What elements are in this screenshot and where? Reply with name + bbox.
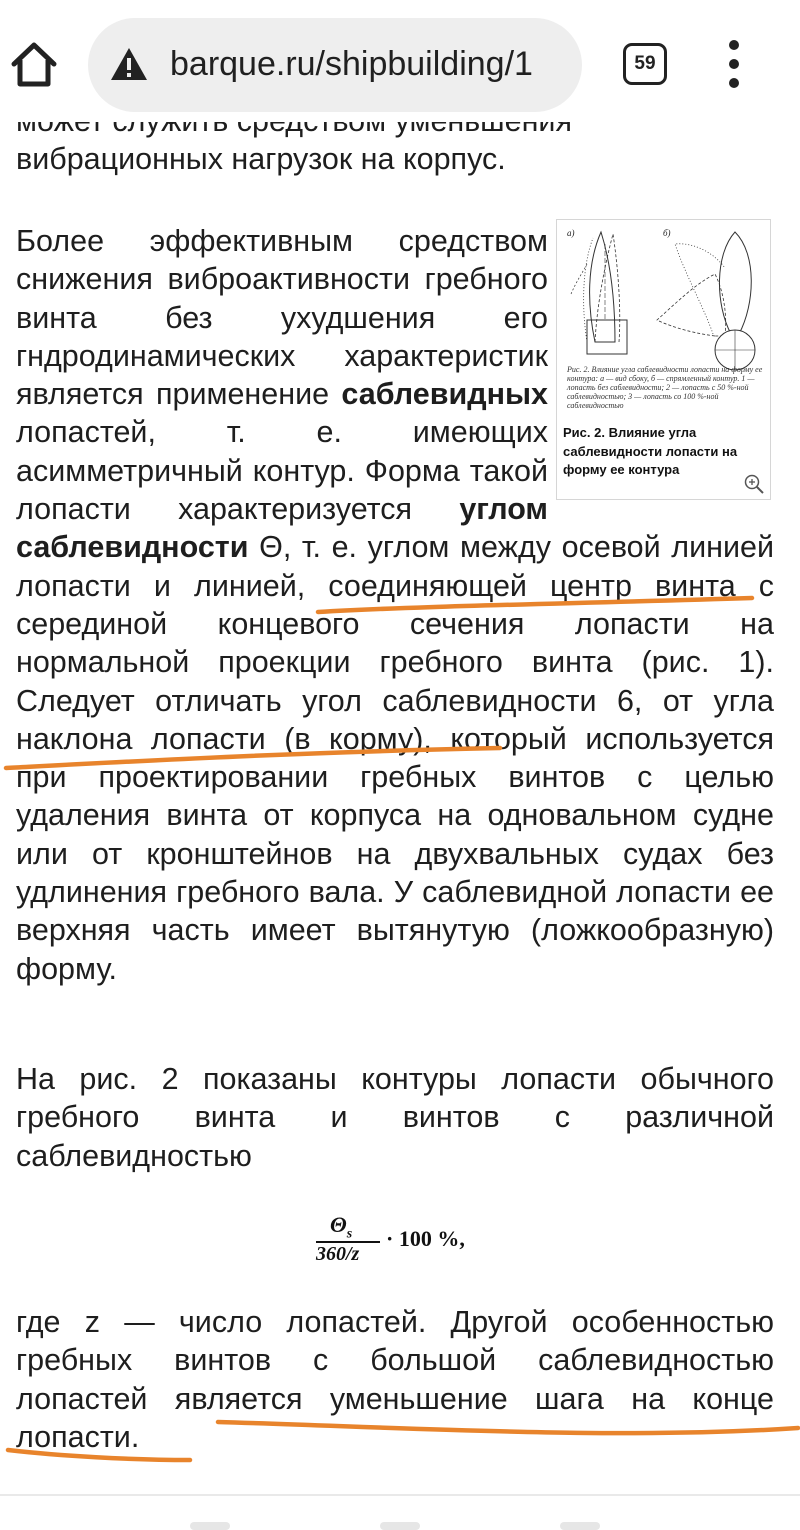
formula-theta: Θ: [330, 1212, 347, 1237]
p2-text-c: лопастей, т. е. имеющих асимметричный контур. Форма такой лопасти характеризуется: [16, 415, 548, 527]
p2-bold-sabre: саблевидных: [341, 377, 548, 412]
p2-bold-sabre-angle: углом саблевидности: [16, 492, 548, 565]
nav-button-hint-right[interactable]: [560, 1522, 600, 1530]
nav-button-hint-center[interactable]: [380, 1522, 420, 1530]
fig-label-b: б): [663, 228, 671, 238]
formula-percent: · 100 %,: [386, 1226, 465, 1251]
formula-denominator: 360/z: [316, 1243, 360, 1265]
figure-2[interactable]: [556, 219, 771, 500]
p2-text-e: Θ, т. е. углом между осевой линией лопасти и линией, соединяющей центр винта с серединой концевого сечения лопасти на нормальной проекции гребного винта (рис. 1). Следует отличать угол саблевидности 6, от угла наклона лопасти (в корму), который используется при проектировании гребных винтов с целью удаления винта от корпуса на одновальном судне или от кронштейнов на двухвальных судах без удлинения гребного вала. У саблевидной лопасти ее верхняя часть имеет вытянутую (ложкообразную) форму.: [16, 530, 774, 986]
zoom-in-icon[interactable]: [743, 473, 765, 495]
p2-text-a: Более эффективным средством снижения виброактивности гребного винта без ухудшения его гндродинамических характеристик является применение: [16, 224, 548, 412]
formula: [314, 1210, 514, 1270]
tab-switcher-button[interactable]: 59: [623, 43, 667, 85]
fig-label-a: а): [567, 228, 575, 238]
formula-numerator: [330, 1212, 352, 1242]
figure-small-caption: Рис. 2. Влияние угла саблевидности лопасти на форму ее контура: а — вид сбоку, б — спрямленный контур. 1 — лопасть без саблевидности; 2 — лопасть с 50 %-ной саблевидностью; 3 — лопасть со 100 %-ной саблевидностью: [567, 365, 763, 410]
home-icon[interactable]: [8, 38, 60, 90]
browser-toolbar: [0, 0, 800, 122]
nav-button-hint-left[interactable]: [190, 1522, 230, 1530]
formula-sub: s: [346, 1226, 353, 1242]
paragraph-pitch: где z — число лопастей. Другой особенностью гребных винтов с большой саблевидностью лопастей является уменьшение шага на конце лопасти.: [16, 1305, 774, 1454]
warning-icon[interactable]: [110, 46, 148, 82]
address-bar[interactable]: [88, 18, 582, 112]
intro-line-2: вибрационных нагрузок на корпус.: [16, 142, 506, 177]
figure-caption: Рис. 2. Влияние угла саблевидности лопасти на форму ее контура: [563, 425, 738, 477]
blade-contour-drawing: [565, 224, 765, 384]
url-text[interactable]: barque.ru/shipbuilding/1: [170, 45, 533, 83]
bottom-navigation-bar: [0, 1494, 800, 1530]
more-menu-icon[interactable]: [722, 40, 746, 88]
paragraph-fig2: На рис. 2 показаны контуры лопасти обычного гребного винта и винтов с различной саблевидностью: [16, 1062, 774, 1173]
